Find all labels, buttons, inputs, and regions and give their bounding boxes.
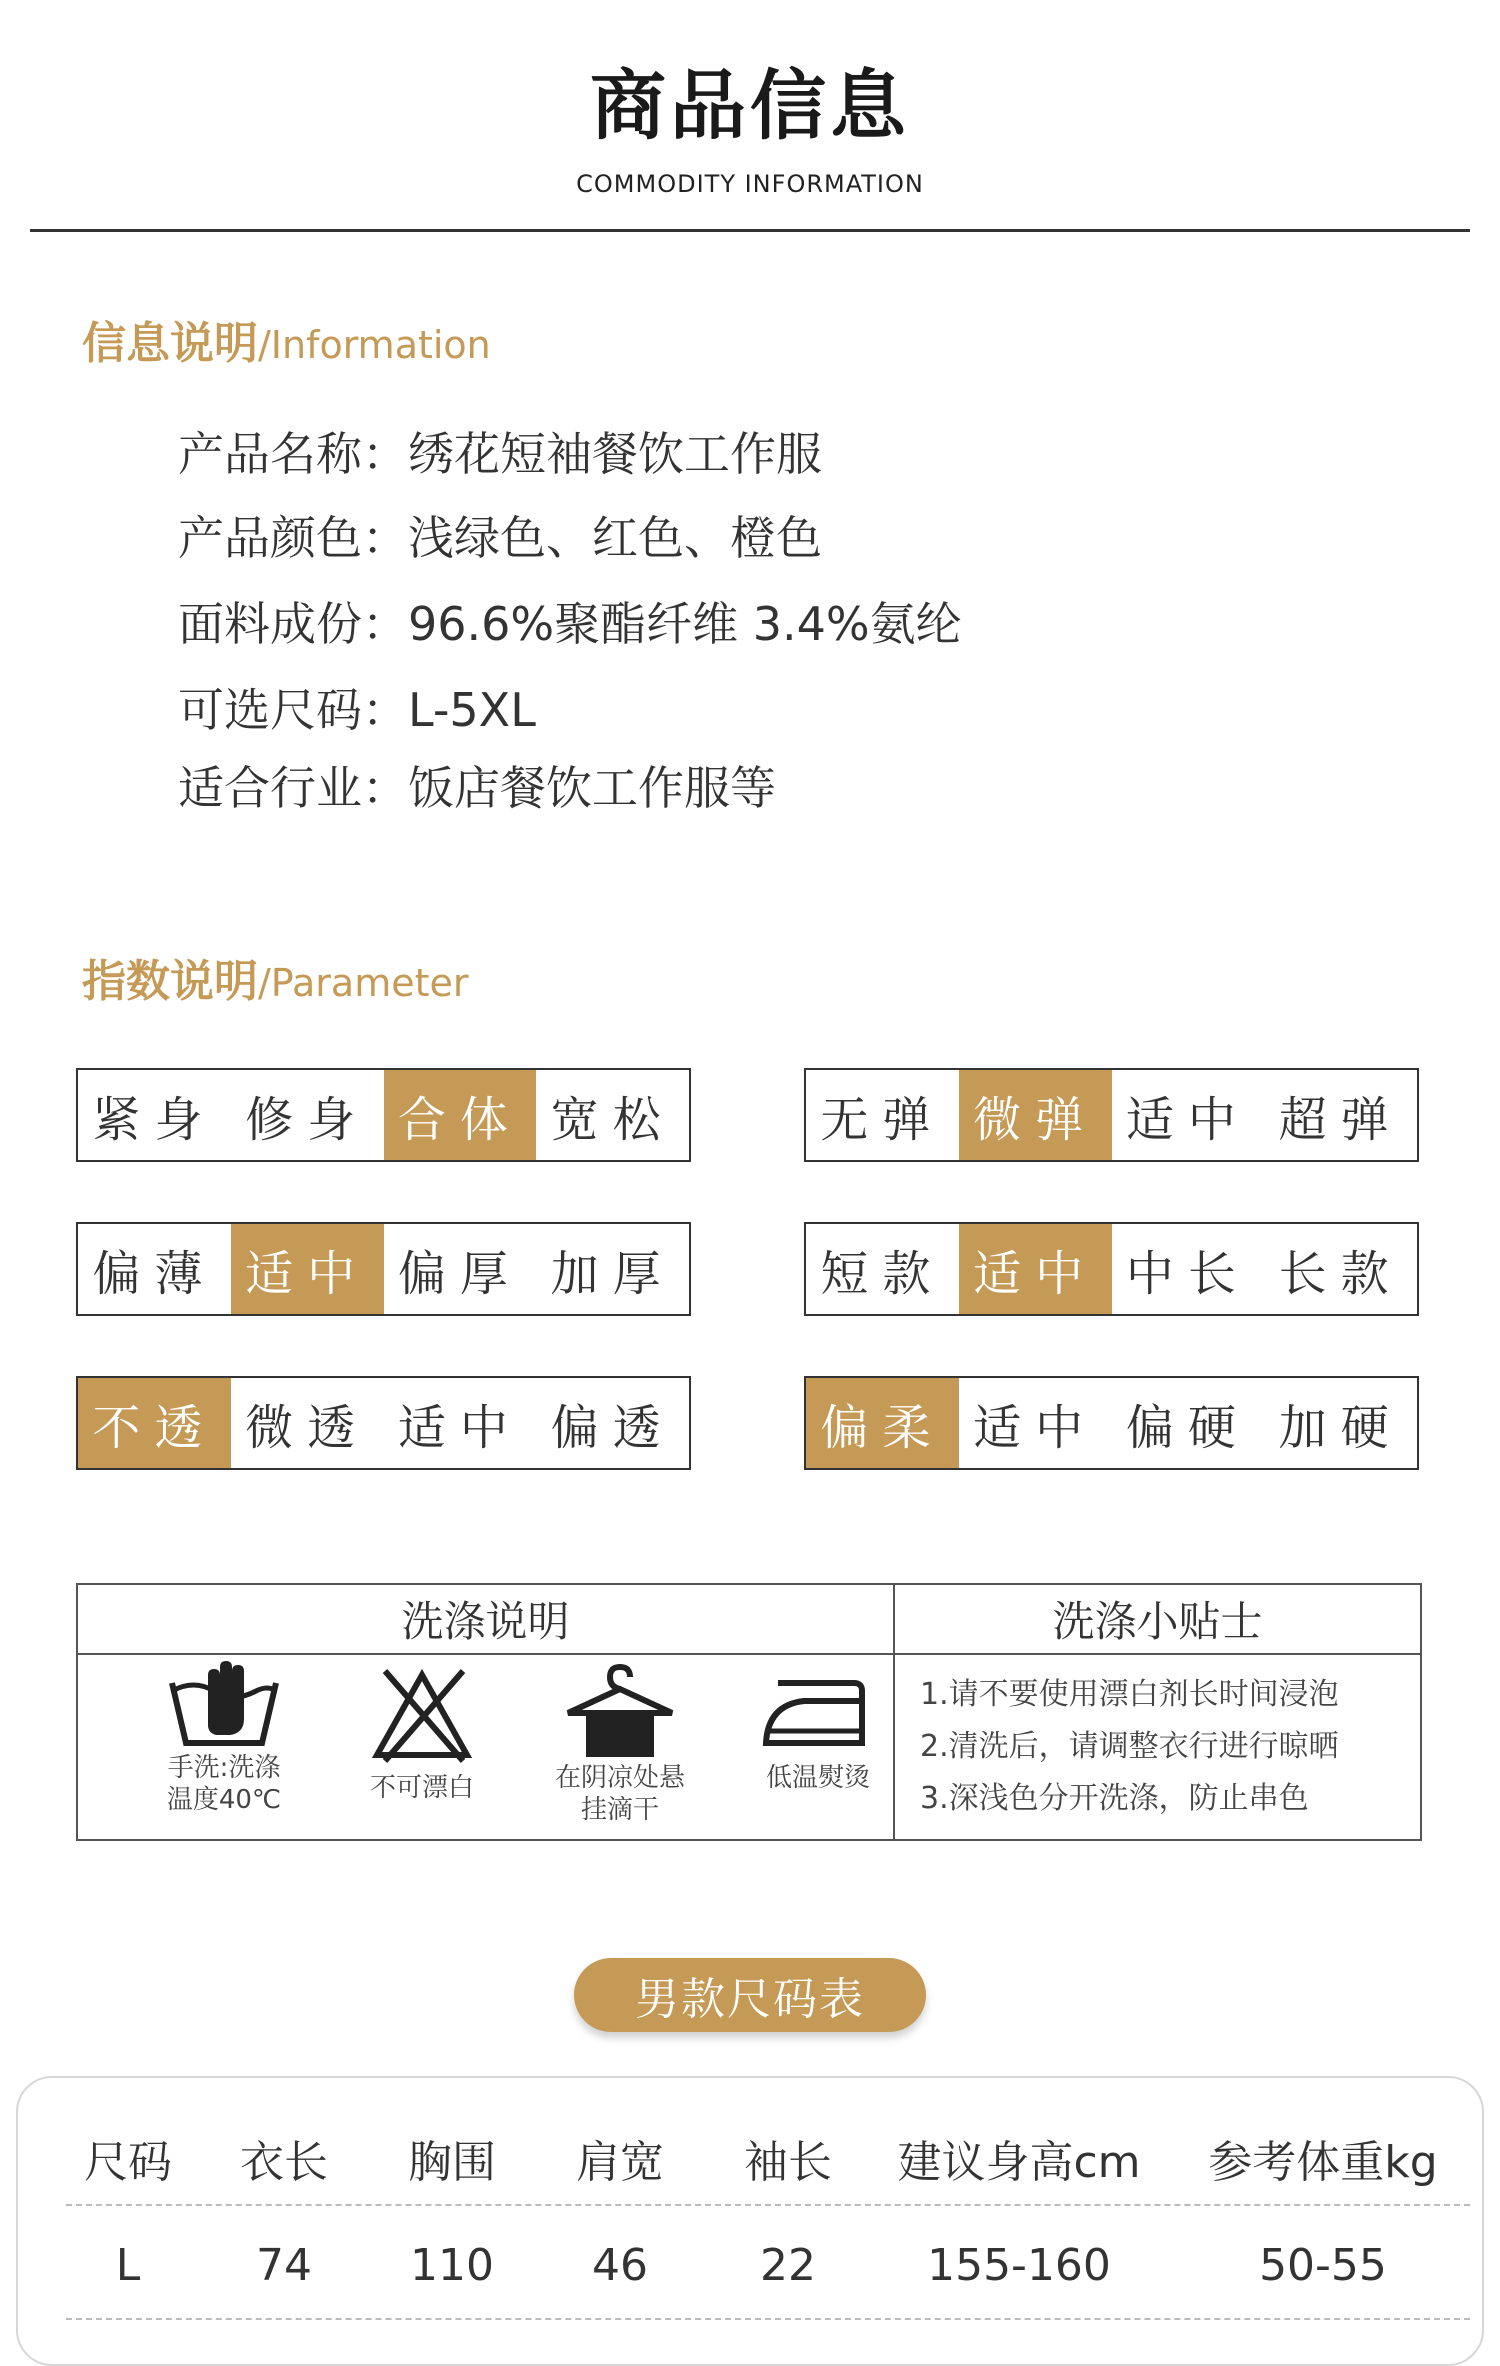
hand-wash-label-2: 温度40℃ [166, 1785, 282, 1815]
param-option: 宽松 [550, 1091, 675, 1148]
washing-table [76, 1583, 1422, 1841]
wash-tip-3: 3.深浅色分开洗涤，防止串色 [920, 1781, 1309, 1816]
hang-dry-label-2: 挂滴干 [580, 1795, 659, 1825]
information-heading-cn: 信息说明 [82, 318, 258, 369]
param-option-selected: 适中 [959, 1224, 1112, 1314]
size-cell-shoulder: 46 [592, 2240, 648, 2291]
size-cell-height: 155-160 [927, 2240, 1111, 2291]
param-option: 适中 [973, 1399, 1098, 1456]
info-fabric: 面料成份：96.6%聚酯纤维 3.4%氨纶 [178, 597, 962, 651]
wash-item-low-iron [718, 1661, 918, 1831]
hand-wash-label-1: 手洗:洗涤 [167, 1753, 281, 1783]
hand-wash-icon [164, 1661, 284, 1751]
size-cell-chest: 110 [410, 2240, 494, 2291]
param-option: 中长 [1125, 1245, 1250, 1302]
low-iron-icon [758, 1661, 878, 1761]
wash-tip-1: 1.请不要使用漂白剂长时间浸泡 [920, 1677, 1339, 1712]
param-option: 加硬 [1278, 1399, 1403, 1456]
param-option: 偏硬 [1125, 1399, 1250, 1456]
param-option: 偏透 [550, 1399, 675, 1456]
size-header-weight: 参考体重kg [1208, 2137, 1438, 2188]
info-sizes: 可选尺码：L-5XL [178, 683, 536, 737]
size-cell-weight: 50-55 [1259, 2240, 1387, 2291]
info-product-name: 产品名称：绣花短袖餐饮工作服 [178, 427, 822, 481]
param-transparency-scale [76, 1376, 691, 1470]
param-option: 适中 [397, 1399, 522, 1456]
header-divider [30, 229, 1470, 232]
param-option-selected: 适中 [231, 1224, 384, 1314]
param-option: 加厚 [550, 1245, 675, 1302]
param-option: 长款 [1278, 1245, 1403, 1302]
param-option: 偏薄 [92, 1245, 217, 1302]
size-header-sleeve: 袖长 [744, 2137, 832, 2188]
param-fit-scale [76, 1068, 691, 1162]
size-header-length: 衣长 [240, 2137, 328, 2188]
size-chart-row-divider [66, 2318, 1470, 2320]
param-option-selected: 合体 [384, 1070, 537, 1160]
param-option-selected: 微弹 [959, 1070, 1112, 1160]
param-option: 紧身 [92, 1091, 217, 1148]
param-option: 超弹 [1278, 1091, 1403, 1148]
param-option: 偏厚 [397, 1245, 522, 1302]
information-heading [82, 314, 491, 375]
size-cell-size: L [115, 2240, 141, 2291]
wash-item-no-bleach [322, 1661, 522, 1831]
param-option-selected: 偏柔 [806, 1378, 959, 1468]
size-chart-divider [66, 2204, 1470, 2206]
param-thickness-scale [76, 1222, 691, 1316]
param-softness-scale [804, 1376, 1419, 1470]
low-iron-label: 低温熨烫 [765, 1763, 870, 1793]
page-subtitle: COMMODITY INFORMATION [576, 170, 924, 198]
size-chart-card [16, 2076, 1484, 2366]
size-header-size: 尺码 [84, 2137, 172, 2188]
param-length-scale [804, 1222, 1419, 1316]
param-option: 微透 [245, 1399, 370, 1456]
size-header-shoulder: 肩宽 [576, 2137, 664, 2188]
wash-item-hang-dry [520, 1661, 720, 1831]
parameter-heading-cn: 指数说明 [82, 956, 258, 1007]
washing-tips-heading: 洗涤小贴士 [1052, 1597, 1263, 1646]
wash-item-hand-wash [124, 1661, 324, 1831]
hang-dry-label-1: 在阴凉处悬 [554, 1763, 685, 1793]
param-option: 短款 [820, 1245, 945, 1302]
param-elasticity-scale [804, 1068, 1419, 1162]
info-industry: 适合行业：饭店餐饮工作服等 [178, 761, 776, 815]
parameter-heading-en: /Parameter [258, 961, 469, 1005]
param-option: 适中 [1125, 1091, 1250, 1148]
size-cell-length: 74 [256, 2240, 312, 2291]
wash-tip-2: 2.清洗后，请调整衣行进行晾晒 [920, 1729, 1339, 1764]
parameter-heading [82, 952, 469, 1013]
washing-instructions-heading: 洗涤说明 [401, 1597, 570, 1646]
hang-dry-icon [560, 1661, 680, 1761]
size-chart-title: 男款尺码表 [574, 1958, 926, 2032]
no-bleach-label: 不可漂白 [369, 1773, 474, 1803]
size-cell-sleeve: 22 [760, 2240, 816, 2291]
param-option-selected: 不透 [78, 1378, 231, 1468]
washing-table-divider-h [78, 1653, 1420, 1655]
no-bleach-icon [367, 1661, 477, 1771]
size-header-height: 建议身高cm [897, 2137, 1141, 2188]
page-title: 商品信息 [590, 61, 910, 150]
size-header-chest: 胸围 [408, 2137, 496, 2188]
param-option: 修身 [245, 1091, 370, 1148]
param-option: 无弹 [820, 1091, 945, 1148]
information-heading-en: /Information [258, 323, 491, 367]
info-product-color: 产品颜色：浅绿色、红色、橙色 [178, 511, 822, 565]
